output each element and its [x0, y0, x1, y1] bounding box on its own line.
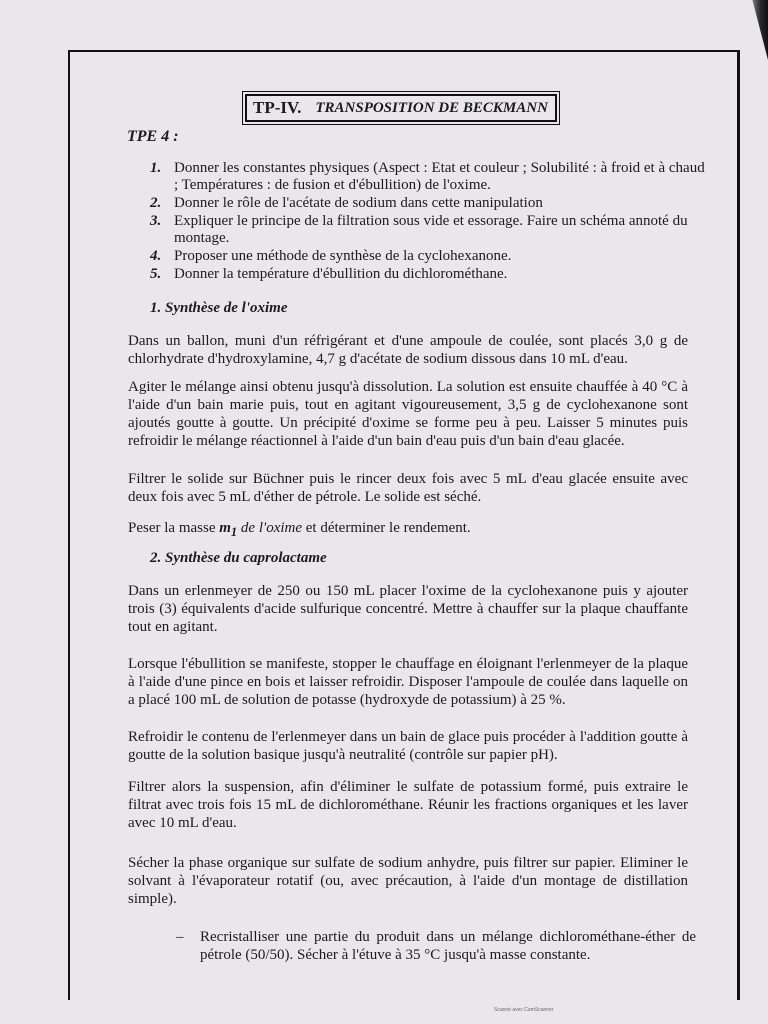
paragraph: Sécher la phase organique sur sulfate de sodium anhydre, puis filtrer sur papier. Eliminer le solvant à l'évaporateur rotatif (ou, avec précaution, à l'aide d'un montage de distillation simple). — [128, 855, 688, 907]
bullet-text: Recristalliser une partie du produit dans un mélange dichlorométhane-éther de pétrole (50/50). Sécher à l'étuve à 35 °C jusqu'à masse constante. — [200, 929, 696, 963]
question-item — [150, 213, 710, 247]
paragraph: Dans un ballon, muni d'un réfrigérant et d'une ampoule de coulée, sont placés 3,0 g de chlorhydrate d'hydroxylamine, 4,7 g d'acétate de sodium dissous dans 10 mL d'eau. — [128, 333, 688, 367]
mass-subscript: 1 — [230, 525, 238, 539]
page-edge-shadow — [742, 0, 768, 60]
mass-text-mid: de l'oxime — [237, 520, 303, 536]
question-text: Proposer une méthode de synthèse de la cyclohexanone. — [174, 248, 512, 264]
bullet-dash: – — [176, 929, 184, 945]
tp-label: TP-IV. — [253, 98, 302, 117]
tpe-label: TPE 4 : — [127, 128, 179, 145]
section-1-title: 1. Synthèse de l'oxime — [150, 300, 288, 316]
paragraph: Agiter le mélange ainsi obtenu jusqu'à dissolution. La solution est ensuite chauffée à 40 °C à l'aide d'un bain marie puis, tout en agitant vigoureusement, 3,5 g de cyclohexanone sont ajoutés goutte à goutte. Un précipité d'oxime se forme peu à peu. Laisser 5 minutes puis refroidir le mélange réactionnel à l'aide d'un bain d'eau puis d'un bain d'eau glacée. — [128, 379, 688, 449]
paragraph: Dans un erlenmeyer de 250 ou 150 mL placer l'oxime de la cyclohexanone puis y ajouter trois (3) équivalents d'acide sulfurique concentré. Mettre à chauffer sur la plaque chauffante tout en agitant. — [128, 583, 688, 635]
page-title — [245, 94, 557, 122]
mass-text-pre: Peser la masse — [128, 520, 220, 536]
question-number: 3. — [150, 213, 162, 229]
question-number: 5. — [150, 266, 162, 282]
mass-text-post: et déterminer le rendement. — [302, 520, 471, 536]
question-text: Expliquer le principe de la filtration sous vide et essorage. Faire un schéma annoté du montage. — [174, 213, 688, 246]
tp-title: TRANSPOSITION DE BECKMANN — [315, 99, 548, 116]
paragraph: Filtrer alors la suspension, afin d'éliminer le sulfate de potassium formé, puis extraire le filtrat avec trois fois 15 mL de dichlorométhane. Réunir les fractions organiques et les laver avec 10 mL d'eau. — [128, 779, 688, 831]
question-list — [150, 160, 710, 284]
question-text: Donner la température d'ébullition du dichlorométhane. — [174, 266, 508, 282]
question-text: Donner les constantes physiques (Aspect : Etat et couleur ; Solubilité : à froid et à chaud ; Températures : de fusion et d'ébullition) de l'oxime. — [174, 160, 705, 193]
question-number: 1. — [150, 160, 162, 176]
question-item — [150, 266, 710, 283]
question-item — [150, 160, 710, 194]
question-number: 4. — [150, 248, 162, 264]
scanner-watermark: Scanné avec CamScanner — [494, 1007, 554, 1013]
paragraph: Filtrer le solide sur Büchner puis le rincer deux fois avec 5 mL d'eau glacée ensuite avec deux fois avec 5 mL d'éther de pétrole. Le solide est séché. — [128, 471, 688, 505]
bullet-item — [176, 928, 696, 964]
mass-variable: m — [219, 520, 231, 536]
question-item — [150, 195, 710, 212]
section-2-title: 2. Synthèse du caprolactame — [150, 550, 327, 566]
mass-instruction — [128, 519, 688, 541]
paragraph: Lorsque l'ébullition se manifeste, stopper le chauffage en éloignant l'erlenmeyer de la plaque à l'aide d'une pince en bois et laisser refroidir. Disposer l'ampoule de coulée dans laquelle on a placé 100 mL de solution de potasse (hydroxyde de potassium) à 25 %. — [128, 656, 688, 708]
paragraph: Refroidir le contenu de l'erlenmeyer dans un bain de glace puis procéder à l'addition goutte à goutte de la solution basique jusqu'à neutralité (contrôle sur papier pH). — [128, 729, 688, 763]
question-item — [150, 248, 710, 265]
question-number: 2. — [150, 195, 162, 211]
question-text: Donner le rôle de l'acétate de sodium dans cette manipulation — [174, 195, 543, 211]
